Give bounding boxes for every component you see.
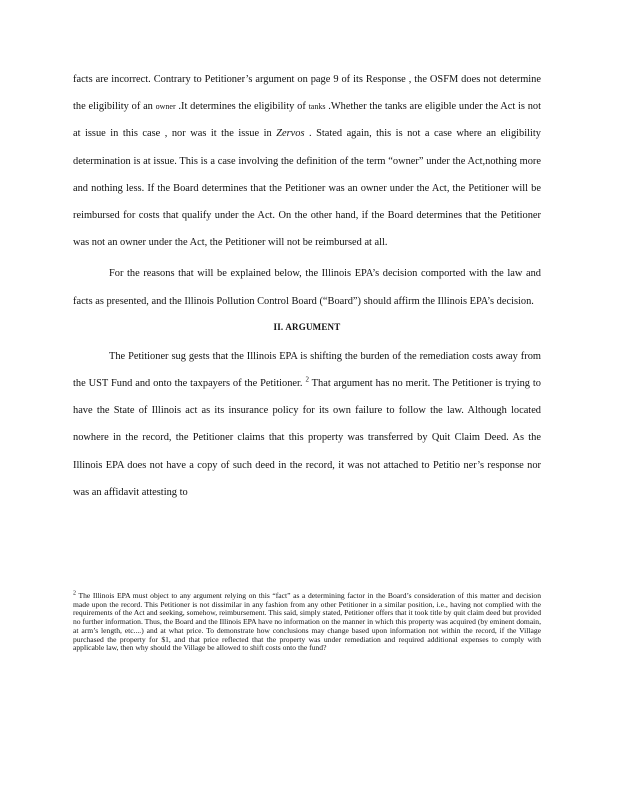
body-text <box>73 66 541 506</box>
footnote-marker: 2 <box>73 590 76 597</box>
case-name: Zervos <box>276 128 305 140</box>
paragraph-text: .It determines the eligibility of <box>175 101 309 113</box>
paragraph-text: facts are incorrect. Contrary to Petitioner’s argument on page 9 of its Response , the OSFM does not determine the eligibility of an <box>73 74 541 113</box>
paragraph-argument <box>73 343 541 506</box>
paragraph-text: The Petitioner sug gests that the Illinois EPA is shifting the burden of the remediation costs away from the UST Fund and onto the taxpayers of the Petitioner. <box>73 350 541 390</box>
footnote-text: The Illinois EPA must object to any argument relying on this “fact” as a determining factor in the Board’s consideration of this matter and decision made upon the record. This Petitioner is not dissimilar in any fashion from any other Petitioner in a similar position, i.e., having not complied with the requirements of the Act and seeking, somehow, reimbursement. This said, simply stated, Petitioner offers that it took title by quit claim deed but provided no further information. Thus, the Board and the Illinois EPA have no information on the manner in which this property was acquired (by eminent domain, at arm’s length, etc....) and at what price. To demonstrate how conclusions may change based upon information not within the record, if the Village purchased the property for $1, and that price reflected that the property was under remediation and required additional expenses to comply with applicable law, then why should the Village be allowed to shift costs onto the fund? <box>73 591 541 653</box>
footnote-section <box>73 592 541 653</box>
footnote-reference[interactable]: 2 <box>305 375 309 384</box>
paragraph-reasons: For the reasons that will be explained below, the Illinois EPA’s decision comported with the law and facts as presented, and the Illinois Pollution Control Board (“Board”) should affirm the Illinois EPA’s decision. <box>73 268 541 307</box>
paragraph-text: .Whether the tanks are eligible under the Act is not at issue in this case , nor was it the issue in <box>73 101 542 140</box>
paragraph-facts-incorrect <box>73 66 541 256</box>
paragraph-text: . Stated again, this is not a case where an eligibility determination is at issue. This is a case involving the definition of the term “owner” under the Act,nothing more and nothing less. If the Board determines that the Petitioner was an owner under the Act, the Petitioner will be reimbursed for costs that qualify under the Act. On the other hand, if the Board determines that the Petitioner was not an owner under the Act, the Petitioner will not be reimbursed at all. <box>73 128 541 249</box>
owner-word: owner <box>155 102 176 112</box>
tanks-word: tanks <box>308 102 326 112</box>
paragraph-text: That argument has no merit. The Petitioner is trying to have the State of Illinois act as its insurance policy for its own failure to follow the law. Although located nowhere in the record, the Petitioner claims that this property was transferred by Quit Claim Deed. As the Illinois EPA does not have a copy of such deed in the record, it was not attached to Petitio ner’s response nor was an affidavit attesting to <box>73 378 541 498</box>
section-heading: II. ARGUMENT <box>273 321 341 332</box>
